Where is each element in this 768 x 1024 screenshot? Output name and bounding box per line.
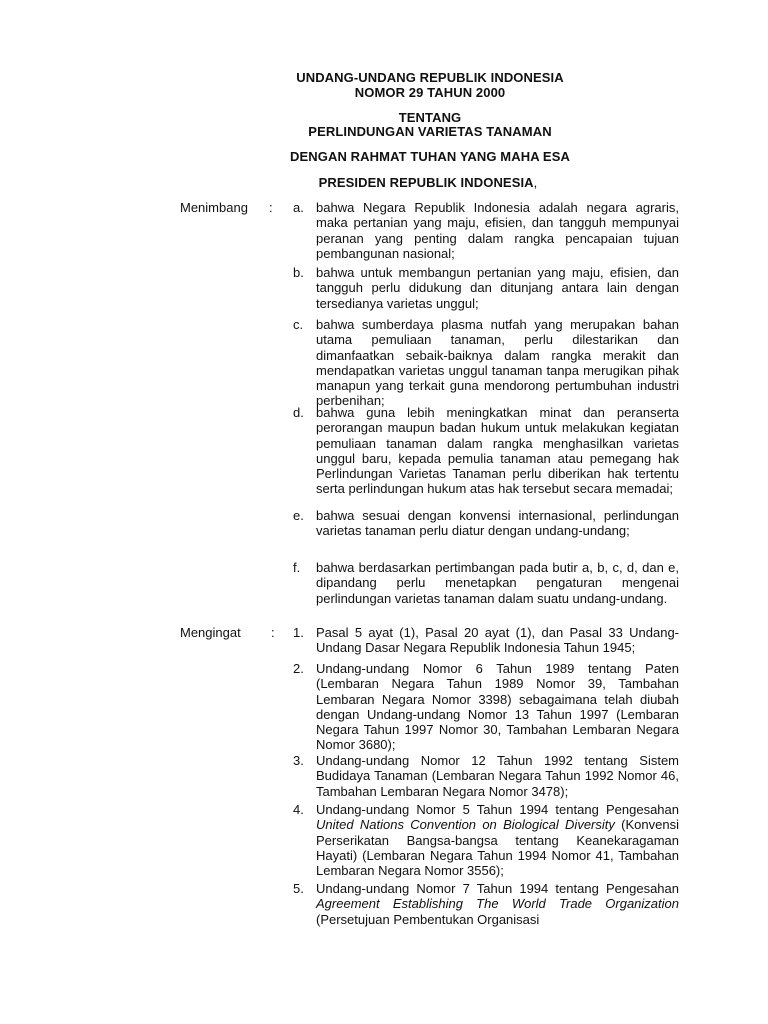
item-marker: 5. bbox=[293, 881, 304, 896]
menimbang-item-e bbox=[293, 508, 679, 539]
law-subject: PERLINDUNGAN VARIETAS TANAMAN bbox=[308, 124, 552, 139]
law-number: NOMOR 29 TAHUN 2000 bbox=[354, 85, 506, 100]
item-text-pre: Undang-undang Nomor 7 Tahun 1994 tentang Pengesahan bbox=[316, 881, 679, 896]
item-marker: c. bbox=[293, 317, 304, 332]
mengingat-item-3 bbox=[293, 753, 679, 799]
item-text-post: (Persetujuan Pembentukan Organisasi bbox=[316, 911, 540, 927]
item-marker: 4. bbox=[293, 802, 304, 817]
item-text-italic: Agreement Establishing The World Trade Organization bbox=[316, 896, 679, 912]
menimbang-item-c bbox=[293, 317, 679, 409]
item-text: Undang-undang Nomor 6 Tahun 1989 tentang Paten (Lembaran Negara Tahun 1989 Nomor 39, Tambahan Lembaran Negara Nomor 3398) sebagaimana telah diubah dengan Undang-undang Nomor 13 Tahun 1997 (Lembaran Negara Tahun 1997 Nomor 30, Tambahan Lembaran Negara Nomor 3680); bbox=[316, 661, 679, 753]
mengingat-colon: : bbox=[271, 625, 275, 640]
item-text: bahwa sesuai dengan konvensi internasional, perlindungan varietas tanaman perlu diatur dengan undang-undang; bbox=[316, 508, 679, 539]
item-text-post: (Konvensi Perserikatan Bangsa-bangsa tentang Keanekaragaman Hayati) (Lembaran Negara Tahun 1994 Nomor 41, Tambahan Lembaran Negara Nomor 3556); bbox=[316, 817, 679, 879]
mengingat-item-5 bbox=[293, 881, 679, 927]
item-text-pre: Undang-undang Nomor 5 Tahun 1994 tentang Pengesahan bbox=[316, 802, 679, 817]
item-text: bahwa sumberdaya plasma nutfah yang merupakan bahan utama pemuliaan tanaman, perlu dilestarikan dan dimanfaatkan sebaik-baiknya dalam rangka merakit dan mendapatkan varietas unggul tanaman tanpa merugikan pihak manapun yang terkait guna mendorong pertumbuhan industri perbenihan; bbox=[316, 317, 679, 409]
president-heading bbox=[0, 175, 768, 190]
item-marker: b. bbox=[293, 265, 304, 280]
menimbang-item-b bbox=[293, 265, 679, 311]
item-marker: a. bbox=[293, 200, 304, 215]
menimbang-label: Menimbang bbox=[180, 200, 248, 215]
item-text: bahwa Negara Republik Indonesia adalah negara agraris, maka pertanian yang maju, efisien, dan tangguh mempunyai peranan yang penting dalam rangka pencapaian tujuan pembangunan nasional; bbox=[316, 200, 679, 261]
item-text bbox=[316, 802, 679, 878]
law-title: UNDANG-UNDANG REPUBLIK INDONESIA bbox=[296, 70, 564, 85]
menimbang-item-f bbox=[293, 560, 679, 606]
mengingat-item-1 bbox=[293, 625, 679, 656]
menimbang-item-a bbox=[293, 200, 679, 261]
president-heading-text: PRESIDEN REPUBLIK INDONESIA bbox=[318, 175, 534, 190]
item-text: bahwa untuk membangun pertanian yang maju, efisien, dan tangguh perlu didukung dan ditunjang antara lain dengan tersedianya varietas unggul; bbox=[316, 265, 679, 311]
item-text bbox=[316, 881, 679, 927]
item-marker: 1. bbox=[293, 625, 304, 640]
item-marker: e. bbox=[293, 508, 304, 523]
item-text-italic: United Nations Convention on Biological Diversity bbox=[316, 817, 615, 833]
item-marker: 3. bbox=[293, 753, 304, 768]
item-marker: f. bbox=[293, 560, 301, 575]
president-heading-comma: , bbox=[533, 175, 538, 190]
tentang-heading: TENTANG bbox=[398, 110, 462, 125]
item-text: Pasal 5 ayat (1), Pasal 20 ayat (1), dan Pasal 33 Undang-Undang Dasar Negara Republik Indonesia Tahun 1945; bbox=[316, 625, 679, 656]
menimbang-colon: : bbox=[269, 200, 273, 215]
item-text: bahwa berdasarkan pertimbangan pada butir a, b, c, d, dan e, dipandang perlu menetapkan pengaturan mengenai perlindungan varietas tanaman dalam suatu undang-undang. bbox=[316, 560, 679, 606]
mengingat-item-2 bbox=[293, 661, 679, 753]
mengingat-label: Mengingat bbox=[180, 625, 241, 640]
item-text: Undang-undang Nomor 12 Tahun 1992 tentang Sistem Budidaya Tanaman (Lembaran Negara Tahun 1992 Nomor 46, Tambahan Lembaran Negara Nomor 3478); bbox=[316, 753, 679, 799]
mengingat-item-4 bbox=[293, 802, 679, 878]
preamble-invocation: DENGAN RAHMAT TUHAN YANG MAHA ESA bbox=[290, 149, 570, 164]
item-marker: 2. bbox=[293, 661, 304, 676]
menimbang-item-d bbox=[293, 405, 679, 497]
item-text: bahwa guna lebih meningkatkan minat dan peranserta perorangan maupun badan hukum untuk melakukan kegiatan pemuliaan tanaman dalam rangka menghasilkan varietas unggul baru, kepada pemulia tanaman atau pemegang hak Perlindungan Varietas Tanaman perlu diberikan hak tertentu serta perlindungan hukum atas hak tersebut secara memadai; bbox=[316, 405, 679, 497]
item-marker: d. bbox=[293, 405, 304, 420]
